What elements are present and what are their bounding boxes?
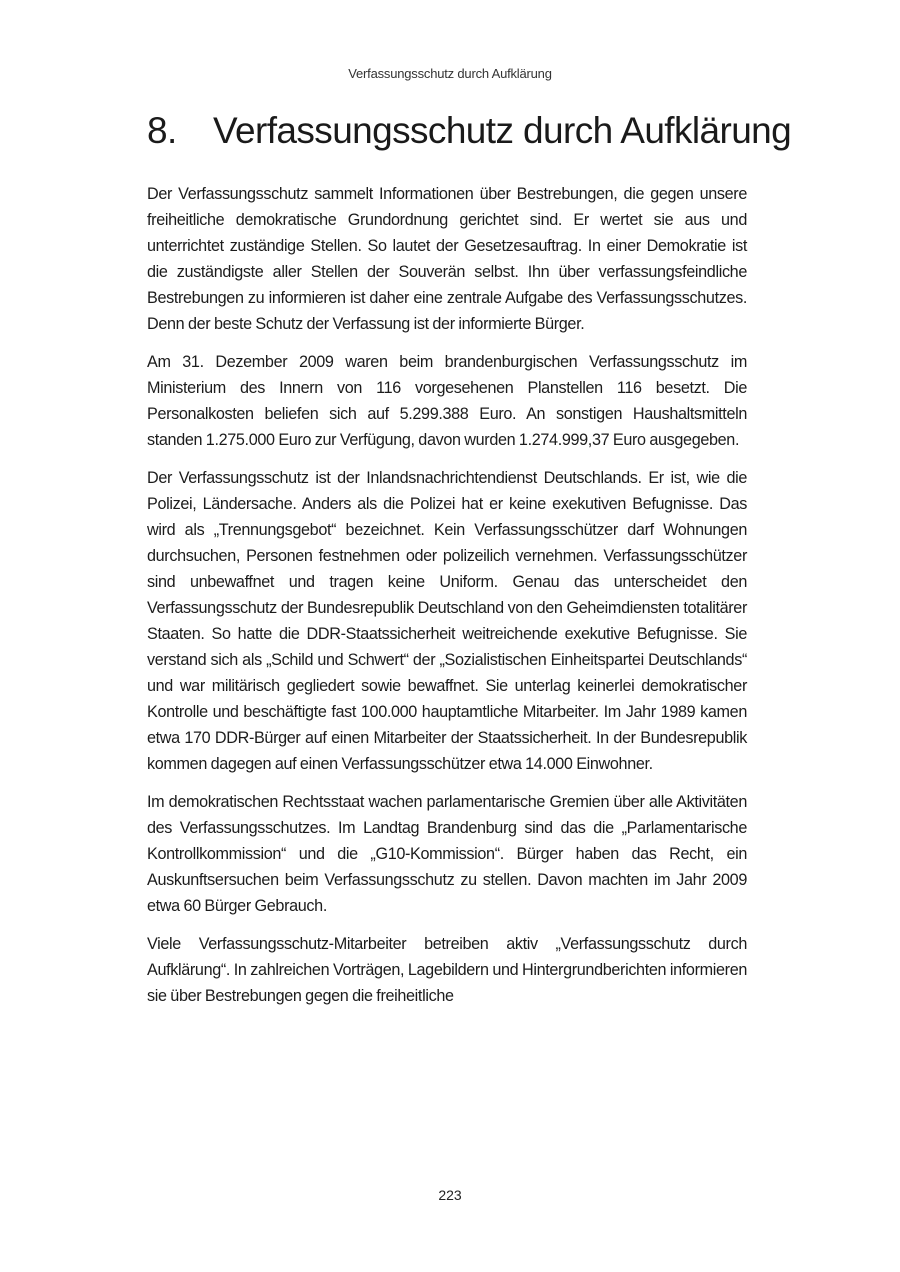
running-header: Verfassungsschutz durch Aufklärung <box>348 66 552 81</box>
chapter-title-text: Verfassungsschutz durch Aufklärung <box>213 110 792 151</box>
paragraph-mission: Der Verfassungsschutz sammelt Informationen über Bestrebungen, die gegen unsere freiheitliche demokratische Grundordnung gerichtet sind. Er wertet sie aus und unterrichtet zuständige Stellen. So lautet der Gesetzesauftrag. In einer Demokratie ist die zuständigste aller Stellen der Souverän selbst. Ihn über verfassungsfeindliche Bestrebungen zu informieren ist daher eine zentrale Aufgabe des Verfassungsschutzes. Denn der beste Schutz der Verfassung ist der informierte Bürger. <box>147 185 747 333</box>
chapter-title <box>147 108 792 154</box>
body-text <box>147 181 747 1021</box>
page-number: 223 <box>438 1187 462 1203</box>
chapter-number: 8. <box>147 110 177 151</box>
paragraph-outreach: Viele Verfassungsschutz-Mitarbeiter betreiben aktiv „Verfassungsschutz durch Aufklärung“. In zahlreichen Vorträgen, Lagebildern und Hintergrundberichten informieren sie über Bestrebungen gegen die freiheitliche <box>147 935 747 1005</box>
paragraph-separation-rule: Der Verfassungsschutz ist der Inlandsnachrichtendienst Deutschlands. Er ist, wie die Polizei, Ländersache. Anders als die Polizei hat er keine exekutiven Befugnisse. Das wird als „Trennungsgebot“ bezeichnet. Kein Verfassungsschützer darf Wohnungen durchsuchen, Personen festnehmen oder polizeilich vernehmen. Verfassungsschützer sind unbewaffnet und tragen keine Uniform. Genau das unterscheidet den Verfassungsschutz der Bundesrepublik Deutschland von den Geheimdiensten totalitärer Staaten. So hatte die DDR-Staatssicherheit weitreichende exekutive Befugnisse. Sie verstand sich als „Schild und Schwert“ der „Sozialistischen Einheitspartei Deutschlands“ und war militärisch gegliedert sowie bewaffnet. Sie unterlag keinerlei demokratischer Kontrolle und beschäftigte fast 100.000 hauptamtliche Mitarbeiter. Im Jahr 1989 kamen etwa 170 DDR-Bürger auf einen Mitarbeiter der Staatssicherheit. In der Bundesrepublik kommen dagegen auf einen Verfassungsschützer etwa 14.000 Einwohner. <box>147 469 747 773</box>
paragraph-oversight: Im demokratischen Rechtsstaat wachen parlamentarische Gremien über alle Aktivitäten des Verfassungsschutzes. Im Landtag Brandenburg sind das die „Parlamentarische Kontrollkommission“ und die „G10-Kommission“. Bürger haben das Recht, ein Auskunftsersuchen beim Verfassungsschutz zu stellen. Davon machten im Jahr 2009 etwa 60 Bürger Gebrauch. <box>147 793 747 915</box>
paragraph-budget: Am 31. Dezember 2009 waren beim brandenburgischen Verfassungsschutz im Ministerium des Innern von 116 vorgesehenen Planstellen 116 besetzt. Die Personalkosten beliefen sich auf 5.299.388 Euro. An sonstigen Haushaltsmitteln standen 1.275.000 Euro zur Verfügung, davon wurden 1.274.999,37 Euro ausgegeben. <box>147 353 747 449</box>
